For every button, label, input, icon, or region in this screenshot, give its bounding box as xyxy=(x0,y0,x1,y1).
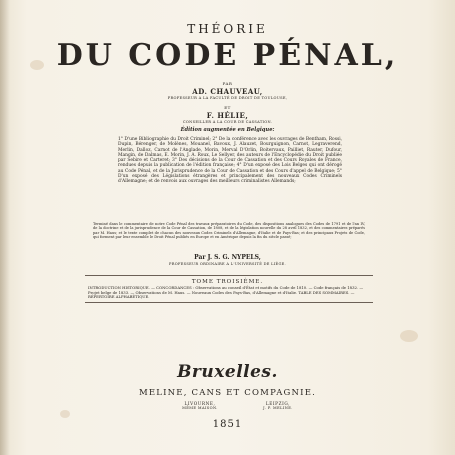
divider-top xyxy=(85,275,373,276)
title-line-2: DU CODE PÉNAL, xyxy=(56,38,399,73)
contributor-description: PROFESSEUR ORDINAIRE A L'UNIVERSITÉ DE LIÉGE. xyxy=(168,262,287,266)
distributor-1 xyxy=(160,401,240,411)
edition-contents: 1° D'une Bibliographie du Droit Criminel; 2° De la conférence avec les ouvrages de Bentham, Rossi, Dupin, Bérenger, de Molènes, Mouanel, Bavoux, J. Alauzet, Bourguignon, Carnot, Legraverend, Merlin, Dalloz, Carnot de l'Anglade, Morin, Merval D'Orlin, Boitervaux, Pailliet, Rauter, Dufour, Mangin, de Dalmas, E. Morin, J. A. Roux, Le Sellyer, des auteurs de l'Encyclopédie du Droit publiée par Sebire et Carteret; 3° Des décisions de la Cour de Cassation et des Cours Royales de France, rendues depuis la publication de l'édition française; 4° D'un exposé des Lois Belges qui ont dérogé au Code Pénal, et de la Jurisprudence de la Cour de Cassation et des Cours d'appel de Belgique; 5° D'un exposé des Législations étrangères et principalement des nouveaux Codes Criminels d'Allemagne; et de renvois aux ouvrages des meilleurs criminalistes Allemands; xyxy=(118,137,342,185)
by-label: PAR xyxy=(222,81,233,86)
author-2-name: F. HÉLIE, xyxy=(206,111,249,120)
edition-heading: Édition augmentée en Belgique: xyxy=(180,127,275,133)
title-line-1: THÉORIE xyxy=(187,22,268,36)
volume-contents: INTRODUCTION HISTORIQUE. — CONCORDANCES : Observations au conseil d'État et motifs du Code de 1810. — Code français de 1832. — Projet belge de 1833. — Observations de M. Haus. — Nouveaux Codes des Pays-Bas, d'Allemagne et d'Italie. TABLE DES SOMMAIRES. — RÉPERTOIRE ALPHABÉTIQUE. xyxy=(88,285,364,300)
volume-number: TOME TROISIÈME. xyxy=(191,279,264,285)
distributor-2 xyxy=(238,401,318,411)
and-label: ET xyxy=(224,105,231,110)
distributor-1-city: LIVOURNE, xyxy=(184,401,216,406)
paper-stain xyxy=(400,330,418,342)
contributor-name: Par J. S. G. NYPELS, xyxy=(194,254,261,261)
publication-year: 1851 xyxy=(212,419,243,430)
distributor-2-house: J. P. MELINE. xyxy=(263,406,293,410)
distributor-2-city: LEIPZIG, xyxy=(265,401,291,406)
author-1-name: AD. CHAUVEAU, xyxy=(192,87,263,96)
edition-notice: Terminé dans le commentaire de notre Code Pénal des travaux préparatoires du Code, des dispositions analogues des Codes de 1791 et de l'an IV, de la doctrine et de la jurisprudence de la Cour de Cassation, de 1808, et de la législation nouvelle du 28 avril 1832, et des commentaires préparés par M. Haus; et le texte complet de chacun des nouveaux Codes Criminels d'Allemagne, d'Italie et de Pays-Bas; et des principaux Projets de Code, qui forment par leur ensemble le Droit Pénal publiés en Europe et en Amérique depuis la fin du siècle passé; xyxy=(93,222,365,240)
divider-bottom xyxy=(85,302,373,303)
author-1-description: PROFESSEUR A LA FACULTÉ DE DROIT DE TOULOUSE, xyxy=(167,96,288,100)
imprint-city: Bruxelles. xyxy=(177,362,278,382)
distributor-1-house: MÊME MAISON. xyxy=(182,406,218,410)
author-2-description: CONSEILLER A LA COUR DE CASSATION. xyxy=(182,120,273,124)
publisher-name: MELINE, CANS ET COMPAGNIE. xyxy=(138,388,317,398)
distributors xyxy=(0,401,455,413)
